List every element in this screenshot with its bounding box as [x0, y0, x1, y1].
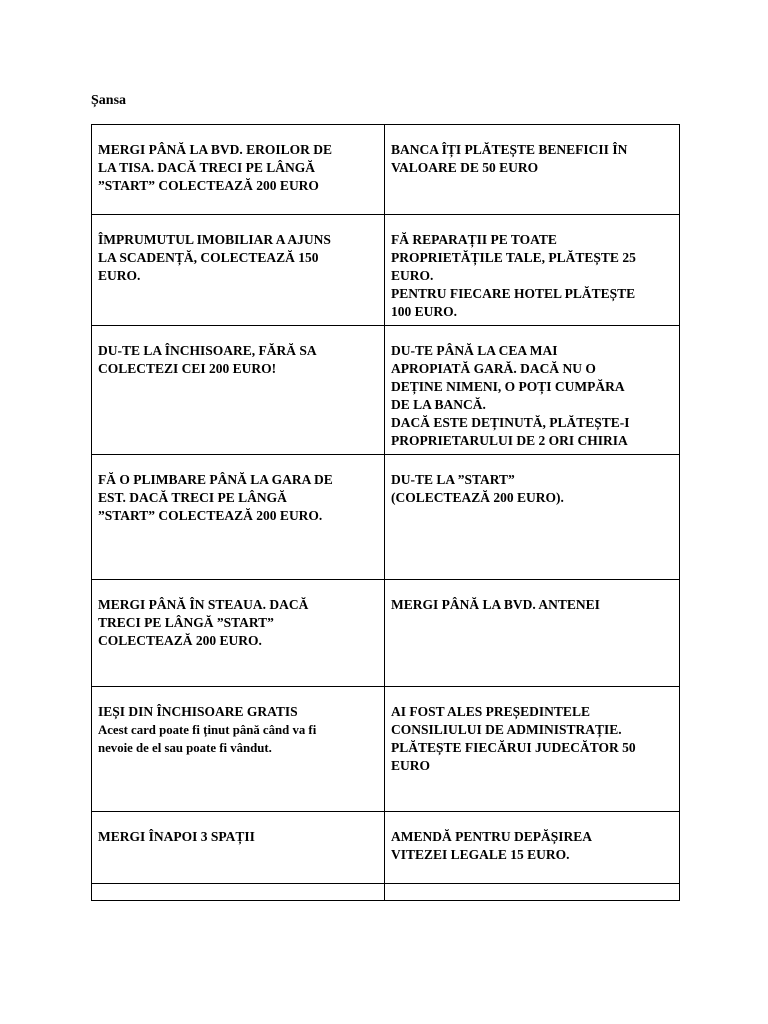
card-text-line: MERGI ÎNAPOI 3 SPAȚII [98, 829, 255, 844]
card-text-line: VITEZEI LEGALE 15 EURO. [391, 847, 570, 862]
card-cell [385, 812, 680, 884]
card-text-line: ”START” COLECTEAZĂ 200 EURO [98, 178, 319, 193]
card-note-line: nevoie de el sau poate fi vândut. [98, 741, 272, 755]
card-text-line: DACĂ ESTE DEȚINUTĂ, PLĂTEȘTE-I [391, 415, 630, 430]
card-text-line: LA TISA. DACĂ TRECI PE LÂNGĂ [98, 160, 316, 175]
card-text-line: MERGI PÂNĂ ÎN STEAUA. DACĂ [98, 597, 309, 612]
table-row [92, 455, 680, 580]
card-text-line: EURO. [98, 268, 141, 283]
card-text-line: (COLECTEAZĂ 200 EURO). [391, 490, 564, 505]
card-text-line: MERGI PÂNĂ LA BVD. EROILOR DE [98, 142, 333, 157]
card-cell [385, 580, 680, 687]
table-row-empty [92, 884, 680, 901]
card-text-line: EURO. [391, 268, 434, 283]
table-row [92, 812, 680, 884]
card-text-line: COLECTEZI CEI 200 EURO! [98, 361, 277, 376]
card-text-line: PENTRU FIECARE HOTEL PLĂTEȘTE [391, 286, 636, 301]
card-text-line: ”START” COLECTEAZĂ 200 EURO. [98, 508, 323, 523]
table-row [92, 215, 680, 326]
card-text-line: 100 EURO. [391, 304, 458, 319]
card-cell [385, 455, 680, 580]
card-text-line: APROPIATĂ GARĂ. DACĂ NU O [391, 361, 596, 376]
card-cell [92, 326, 385, 455]
card-text-line: AMENDĂ PENTRU DEPĂȘIREA [391, 829, 593, 844]
card-cell [92, 812, 385, 884]
empty-cell [385, 884, 680, 901]
card-text-line: DU-TE LA ”START” [391, 472, 515, 487]
card-text-line: ÎMPRUMUTUL IMOBILIAR A AJUNS [98, 232, 331, 247]
card-cell [92, 580, 385, 687]
card-text-line: AI FOST ALES PREȘEDINTELE [391, 704, 590, 719]
card-text-line: DU-TE LA ÎNCHISOARE, FĂRĂ SA [98, 343, 317, 358]
card-cell [385, 326, 680, 455]
card-text-line: IEȘI DIN ÎNCHISOARE GRATIS [98, 704, 298, 719]
card-text-line: MERGI PÂNĂ LA BVD. ANTENEI [391, 597, 600, 612]
card-cell [92, 215, 385, 326]
card-text-line: PLĂTEȘTE FIECĂRUI JUDECĂTOR 50 [391, 740, 636, 755]
card-note-line: Acest card poate fi ținut până când va fi [98, 723, 317, 737]
chance-cards-table [91, 124, 680, 901]
table-row [92, 326, 680, 455]
card-text-line: EST. DACĂ TRECI PE LÂNGĂ [98, 490, 287, 505]
card-text-line: FĂ REPARAȚII PE TOATE [391, 232, 557, 247]
table-row [92, 687, 680, 812]
card-cell [385, 125, 680, 215]
card-text-line: DEȚINE NIMENI, O POȚI CUMPĂRA [391, 379, 625, 394]
card-text-line: DU-TE PÂNĂ LA CEA MAI [391, 343, 558, 358]
card-text-line: VALOARE DE 50 EURO [391, 160, 539, 175]
table-row [92, 580, 680, 687]
card-cell [92, 125, 385, 215]
card-text-line: TRECI PE LÂNGĂ ”START” [98, 615, 274, 630]
card-text-line: PROPRIETĂȚILE TALE, PLĂTEȘTE 25 [391, 250, 636, 265]
card-text-line: EURO [391, 758, 431, 773]
card-cell [92, 455, 385, 580]
card-cell [385, 687, 680, 812]
table-row [92, 125, 680, 215]
empty-cell [92, 884, 385, 901]
card-text-line: BANCA ÎȚI PLĂTEȘTE BENEFICII ÎN [391, 142, 628, 157]
card-text-line: PROPRIETARULUI DE 2 ORI CHIRIA [391, 433, 628, 448]
card-text-line: LA SCADENȚĂ, COLECTEAZĂ 150 [98, 250, 319, 265]
card-cell [92, 687, 385, 812]
card-text-line: DE LA BANCĂ. [391, 397, 486, 412]
card-text-line: COLECTEAZĂ 200 EURO. [98, 633, 262, 648]
page-title: Șansa [91, 93, 127, 108]
card-text-line: FĂ O PLIMBARE PÂNĂ LA GARA DE [98, 472, 333, 487]
card-text-line: CONSILIULUI DE ADMINISTRAȚIE. [391, 722, 622, 737]
card-cell [385, 215, 680, 326]
